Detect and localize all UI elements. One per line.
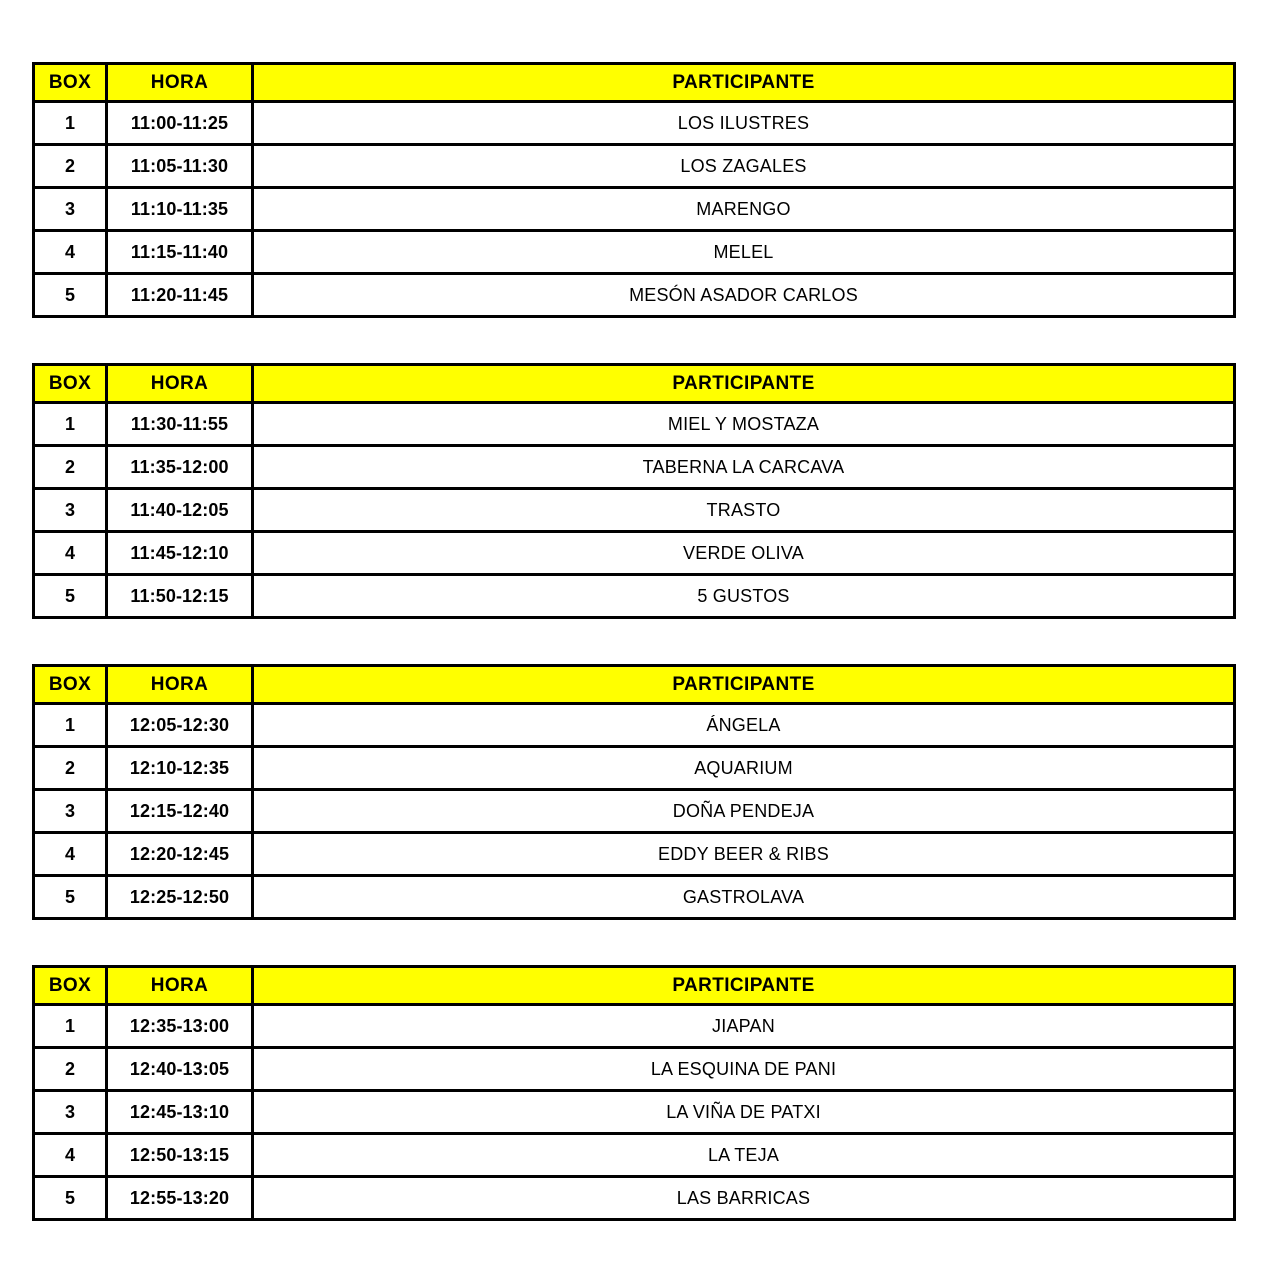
cell-box: 4 xyxy=(34,532,107,575)
column-header-participante: PARTICIPANTE xyxy=(253,967,1235,1005)
cell-box: 2 xyxy=(34,145,107,188)
column-header-box: BOX xyxy=(34,64,107,102)
table-row xyxy=(34,747,1235,790)
column-header-box: BOX xyxy=(34,365,107,403)
cell-participante: TABERNA LA CARCAVA xyxy=(253,446,1235,489)
cell-box: 5 xyxy=(34,876,107,919)
table-header-row xyxy=(34,64,1235,102)
cell-participante: DOÑA PENDEJA xyxy=(253,790,1235,833)
cell-box: 3 xyxy=(34,188,107,231)
table-row xyxy=(34,575,1235,618)
table-row xyxy=(34,145,1235,188)
table-header-row xyxy=(34,967,1235,1005)
column-header-participante: PARTICIPANTE xyxy=(253,666,1235,704)
cell-hora: 11:50-12:15 xyxy=(107,575,253,618)
cell-box: 3 xyxy=(34,790,107,833)
schedule-table-2 xyxy=(32,363,1236,619)
column-header-hora: HORA xyxy=(107,967,253,1005)
table-row xyxy=(34,102,1235,145)
table-row xyxy=(34,188,1235,231)
column-header-hora: HORA xyxy=(107,666,253,704)
column-header-hora: HORA xyxy=(107,64,253,102)
cell-hora: 11:20-11:45 xyxy=(107,274,253,317)
cell-box: 4 xyxy=(34,1134,107,1177)
column-header-box: BOX xyxy=(34,967,107,1005)
cell-participante: LA TEJA xyxy=(253,1134,1235,1177)
cell-box: 3 xyxy=(34,1091,107,1134)
cell-box: 1 xyxy=(34,704,107,747)
column-header-box: BOX xyxy=(34,666,107,704)
table-row xyxy=(34,1134,1235,1177)
cell-box: 3 xyxy=(34,489,107,532)
cell-hora: 12:45-13:10 xyxy=(107,1091,253,1134)
cell-participante: LOS ZAGALES xyxy=(253,145,1235,188)
table-row xyxy=(34,532,1235,575)
cell-hora: 12:15-12:40 xyxy=(107,790,253,833)
cell-participante: AQUARIUM xyxy=(253,747,1235,790)
cell-participante: LOS ILUSTRES xyxy=(253,102,1235,145)
cell-hora: 12:20-12:45 xyxy=(107,833,253,876)
cell-hora: 12:50-13:15 xyxy=(107,1134,253,1177)
cell-hora: 11:15-11:40 xyxy=(107,231,253,274)
cell-box: 1 xyxy=(34,102,107,145)
table-row xyxy=(34,1177,1235,1220)
table-row xyxy=(34,446,1235,489)
schedule-table-4 xyxy=(32,965,1236,1221)
column-header-participante: PARTICIPANTE xyxy=(253,365,1235,403)
cell-hora: 12:05-12:30 xyxy=(107,704,253,747)
cell-participante: MESÓN ASADOR CARLOS xyxy=(253,274,1235,317)
cell-hora: 12:55-13:20 xyxy=(107,1177,253,1220)
cell-participante: VERDE OLIVA xyxy=(253,532,1235,575)
table-row xyxy=(34,1091,1235,1134)
table-header-row xyxy=(34,666,1235,704)
table-row xyxy=(34,274,1235,317)
cell-box: 2 xyxy=(34,747,107,790)
table-row xyxy=(34,790,1235,833)
schedule-table-1 xyxy=(32,62,1236,318)
cell-hora: 11:05-11:30 xyxy=(107,145,253,188)
cell-hora: 12:40-13:05 xyxy=(107,1048,253,1091)
cell-box: 2 xyxy=(34,446,107,489)
table-row xyxy=(34,833,1235,876)
cell-hora: 11:30-11:55 xyxy=(107,403,253,446)
table-row xyxy=(34,403,1235,446)
table-row xyxy=(34,1005,1235,1048)
table-row xyxy=(34,704,1235,747)
cell-box: 4 xyxy=(34,231,107,274)
table-row xyxy=(34,1048,1235,1091)
cell-box: 2 xyxy=(34,1048,107,1091)
cell-participante: LA ESQUINA DE PANI xyxy=(253,1048,1235,1091)
cell-participante: JIAPAN xyxy=(253,1005,1235,1048)
cell-participante: LAS BARRICAS xyxy=(253,1177,1235,1220)
cell-participante: ÁNGELA xyxy=(253,704,1235,747)
cell-hora: 12:35-13:00 xyxy=(107,1005,253,1048)
schedule-table-3 xyxy=(32,664,1236,920)
table-row xyxy=(34,489,1235,532)
cell-participante: EDDY BEER & RIBS xyxy=(253,833,1235,876)
cell-participante: MIEL Y MOSTAZA xyxy=(253,403,1235,446)
column-header-hora: HORA xyxy=(107,365,253,403)
table-header-row xyxy=(34,365,1235,403)
cell-hora: 11:35-12:00 xyxy=(107,446,253,489)
cell-hora: 11:45-12:10 xyxy=(107,532,253,575)
cell-participante: LA VIÑA DE PATXI xyxy=(253,1091,1235,1134)
cell-participante: MARENGO xyxy=(253,188,1235,231)
cell-hora: 11:10-11:35 xyxy=(107,188,253,231)
cell-participante: MELEL xyxy=(253,231,1235,274)
cell-box: 1 xyxy=(34,403,107,446)
column-header-participante: PARTICIPANTE xyxy=(253,64,1235,102)
table-row xyxy=(34,231,1235,274)
table-row xyxy=(34,876,1235,919)
cell-box: 4 xyxy=(34,833,107,876)
cell-hora: 11:00-11:25 xyxy=(107,102,253,145)
cell-box: 5 xyxy=(34,575,107,618)
cell-box: 5 xyxy=(34,274,107,317)
cell-box: 5 xyxy=(34,1177,107,1220)
cell-participante: 5 GUSTOS xyxy=(253,575,1235,618)
cell-participante: GASTROLAVA xyxy=(253,876,1235,919)
cell-hora: 11:40-12:05 xyxy=(107,489,253,532)
cell-participante: TRASTO xyxy=(253,489,1235,532)
cell-hora: 12:25-12:50 xyxy=(107,876,253,919)
cell-hora: 12:10-12:35 xyxy=(107,747,253,790)
cell-box: 1 xyxy=(34,1005,107,1048)
